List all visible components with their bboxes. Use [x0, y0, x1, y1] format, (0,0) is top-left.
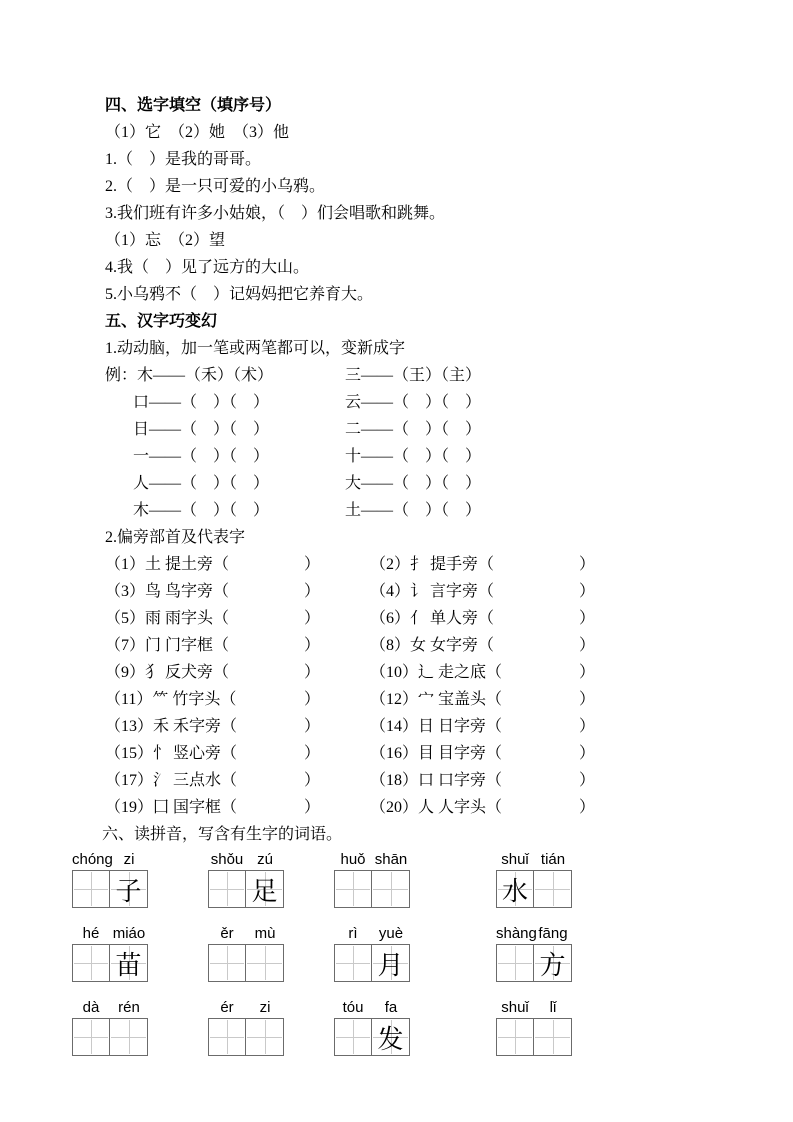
question-item: 1.（ ）是我的哥哥。 — [105, 151, 262, 168]
character-box — [534, 1018, 572, 1056]
box-character — [246, 945, 283, 981]
box-character — [73, 1019, 109, 1055]
stroke-right: 大——（ ）（ ） — [345, 475, 482, 492]
pinyin-label: hé — [82, 925, 100, 942]
box-character — [497, 945, 533, 981]
pinyin-word-group — [334, 924, 410, 982]
radical-item: （2）扌 提手旁（ — [370, 556, 495, 573]
radical-item: （10）辶 走之底（ — [370, 664, 503, 681]
radical-row — [105, 686, 737, 713]
pinyin-grid-row — [72, 998, 737, 1056]
character-box — [334, 1018, 372, 1056]
radical-item: （8）女 女字旁（ — [370, 637, 495, 654]
character-box — [110, 944, 148, 982]
stroke-left: 日——（ ）（ ） — [133, 421, 270, 438]
section6-title: 六、读拼音，写含有生字的词语。 — [102, 826, 343, 843]
box-character: 方 — [539, 950, 566, 980]
radical-item: （17）氵 三点水（ — [105, 772, 238, 789]
stroke-example-right: 三——（王）（主） — [345, 367, 482, 384]
stroke-right: 十——（ ）（ ） — [345, 448, 482, 465]
question-item: 4.我（ ）见了远方的大山。 — [105, 259, 310, 276]
box-character — [209, 871, 245, 907]
stroke-left: 一——（ ）（ ） — [133, 448, 270, 465]
radical-row — [105, 767, 737, 794]
radical-item: （1）土 提土旁（ — [105, 556, 230, 573]
pinyin-label: yuè — [378, 925, 404, 942]
pinyin-word-group — [496, 850, 572, 908]
box-character — [534, 1019, 571, 1055]
box-character: 发 — [377, 1024, 404, 1054]
character-box — [534, 944, 572, 982]
pinyin-label: dà — [82, 999, 100, 1016]
pinyin-word-group — [208, 850, 284, 908]
question-item: 3.我们班有许多小姑娘，（ ）们会唱歌和跳舞。 — [105, 205, 446, 222]
character-box — [72, 944, 110, 982]
box-character: 苗 — [115, 950, 142, 980]
section4-title: 四、选字填空（填序号） — [105, 97, 282, 114]
box-character: 子 — [115, 876, 142, 906]
radical-item: （15）忄 竖心旁（ — [105, 745, 238, 762]
radical-row — [105, 713, 737, 740]
stroke-row — [133, 497, 737, 524]
pinyin-word-group — [208, 998, 284, 1056]
radical-item: （20）人 人字头（ — [370, 799, 503, 816]
section5-title: 五、汉字巧变幻 — [105, 313, 218, 330]
character-box — [246, 1018, 284, 1056]
radical-item: （7）门 门字框（ — [105, 637, 230, 654]
box-character — [335, 945, 371, 981]
radical-row — [105, 659, 737, 686]
radical-item: （16）目 目字旁（ — [370, 745, 503, 762]
radical-item: （11）⺮ 竹字头（ — [105, 691, 237, 708]
pinyin-word-group — [72, 924, 148, 982]
box-character — [110, 1019, 147, 1055]
box-character — [73, 871, 109, 907]
pinyin-label: rén — [118, 999, 140, 1016]
pinyin-label: huǒ — [340, 851, 366, 868]
character-box — [246, 870, 284, 908]
pinyin-word-group — [334, 850, 410, 908]
radical-close-paren: ） — [303, 745, 320, 762]
pinyin-label: rì — [348, 925, 358, 942]
radical-close-paren: ） — [578, 772, 595, 789]
question-item: 2.（ ）是一只可爱的小乌鸦。 — [105, 178, 326, 195]
stroke-right: 二——（ ）（ ） — [345, 421, 482, 438]
radical-close-paren: ） — [303, 556, 320, 573]
radical-close-paren: ） — [578, 745, 595, 762]
box-character: 水 — [501, 876, 528, 906]
radical-close-paren: ） — [303, 664, 320, 681]
radical-close-paren: ） — [578, 637, 595, 654]
character-box — [208, 870, 246, 908]
character-box — [334, 870, 372, 908]
radical-close-paren: ） — [303, 718, 320, 735]
pinyin-word-group — [72, 998, 148, 1056]
stroke-right: 云——（ ）（ ） — [345, 394, 482, 411]
radical-row — [105, 605, 737, 632]
box-character — [209, 1019, 245, 1055]
stroke-row — [133, 389, 737, 416]
radical-close-paren: ） — [303, 691, 320, 708]
radical-row — [105, 740, 737, 767]
box-character — [209, 945, 245, 981]
box-character — [73, 945, 109, 981]
pinyin-grid-row — [72, 850, 737, 908]
pinyin-label: tián — [540, 851, 566, 868]
pinyin-label: shàng — [496, 925, 537, 942]
box-character — [335, 871, 371, 907]
character-box — [246, 944, 284, 982]
pinyin-word-group — [496, 998, 572, 1056]
pinyin-label: fāng — [538, 925, 568, 942]
stroke-row — [133, 470, 737, 497]
pinyin-label: ěr — [220, 925, 234, 942]
stroke-left: 口——（ ）（ ） — [133, 394, 270, 411]
radical-close-paren: ） — [303, 610, 320, 627]
stroke-example-left: 例：木——（禾）（术） — [105, 367, 274, 384]
character-box — [496, 870, 534, 908]
pinyin-grid-row — [72, 924, 737, 982]
box-character — [335, 1019, 371, 1055]
character-box — [72, 1018, 110, 1056]
radical-item: （4）讠 言字旁（ — [370, 583, 495, 600]
character-box — [496, 944, 534, 982]
box-character — [534, 871, 571, 907]
pinyin-word-group — [496, 924, 572, 982]
pinyin-label: zi — [123, 851, 135, 868]
box-character: 足 — [251, 876, 278, 906]
pinyin-label: tóu — [342, 999, 364, 1016]
pinyin-label: zú — [257, 851, 273, 868]
character-box — [208, 944, 246, 982]
radical-item: （13）禾 禾字旁（ — [105, 718, 238, 735]
character-box — [372, 870, 410, 908]
radical-close-paren: ） — [578, 610, 595, 627]
character-box — [110, 870, 148, 908]
character-box — [334, 944, 372, 982]
radical-close-paren: ） — [578, 664, 595, 681]
radical-close-paren: ） — [303, 637, 320, 654]
radical-item: （12）宀 宝盖头（ — [370, 691, 503, 708]
radical-row — [105, 578, 737, 605]
radical-row — [105, 632, 737, 659]
character-box — [496, 1018, 534, 1056]
radical-close-paren: ） — [303, 583, 320, 600]
radical-row — [105, 551, 737, 578]
pinyin-label: lǐ — [549, 999, 557, 1016]
stroke-left: 木——（ ）（ ） — [133, 502, 270, 519]
character-box — [110, 1018, 148, 1056]
radical-item: （18）口 口字旁（ — [370, 772, 503, 789]
radical-close-paren: ） — [578, 691, 595, 708]
stroke-right: 土——（ ）（ ） — [345, 502, 482, 519]
pinyin-label: chóng — [72, 851, 113, 868]
box-character — [497, 1019, 533, 1055]
question-item: 5.小乌鸦不（ ）记妈妈把它养育大。 — [105, 286, 374, 303]
radical-item: （3）鸟 鸟字旁（ — [105, 583, 230, 600]
stroke-left: 人——（ ）（ ） — [133, 475, 270, 492]
pinyin-label: shǒu — [210, 851, 244, 868]
radical-item: （6）亻 单人旁（ — [370, 610, 495, 627]
radical-row — [105, 794, 737, 821]
radical-close-paren: ） — [578, 556, 595, 573]
character-box — [534, 870, 572, 908]
radical-item: （5）雨 雨字头（ — [105, 610, 230, 627]
section5-subtitle-2: 2.偏旁部首及代表字 — [105, 529, 246, 546]
radical-close-paren: ） — [578, 799, 595, 816]
radical-item: （14）日 日字旁（ — [370, 718, 503, 735]
radical-close-paren: ） — [578, 583, 595, 600]
pinyin-label: shuǐ — [501, 851, 529, 868]
pinyin-label: shān — [374, 851, 408, 868]
radical-item: （19）囗 国字框（ — [105, 799, 238, 816]
pinyin-word-group — [334, 998, 410, 1056]
box-character — [246, 1019, 283, 1055]
box-character — [372, 871, 409, 907]
pinyin-label: ér — [220, 999, 234, 1016]
character-box — [372, 1018, 410, 1056]
stroke-row — [133, 443, 737, 470]
stroke-row — [133, 416, 737, 443]
pinyin-word-group — [208, 924, 284, 982]
character-box — [208, 1018, 246, 1056]
section4-options-1: （1）它 （2）她 （3）他 — [105, 124, 290, 141]
box-character: 月 — [377, 950, 404, 980]
pinyin-word-group — [72, 850, 148, 908]
section5-subtitle-1: 1.动动脑，加一笔或两笔都可以，变新成字 — [105, 340, 406, 357]
pinyin-label: zi — [259, 999, 271, 1016]
pinyin-label: mù — [254, 925, 276, 942]
section4-options-2: （1）忘 （2）望 — [105, 232, 226, 249]
character-box — [72, 870, 110, 908]
pinyin-label: fa — [384, 999, 398, 1016]
pinyin-label: shuǐ — [501, 999, 529, 1016]
radical-close-paren: ） — [578, 718, 595, 735]
radical-close-paren: ） — [303, 799, 320, 816]
radical-close-paren: ） — [303, 772, 320, 789]
stroke-example-row — [105, 362, 737, 389]
character-box — [372, 944, 410, 982]
radical-item: （9）犭 反犬旁（ — [105, 664, 230, 681]
pinyin-label: miáo — [112, 925, 146, 942]
